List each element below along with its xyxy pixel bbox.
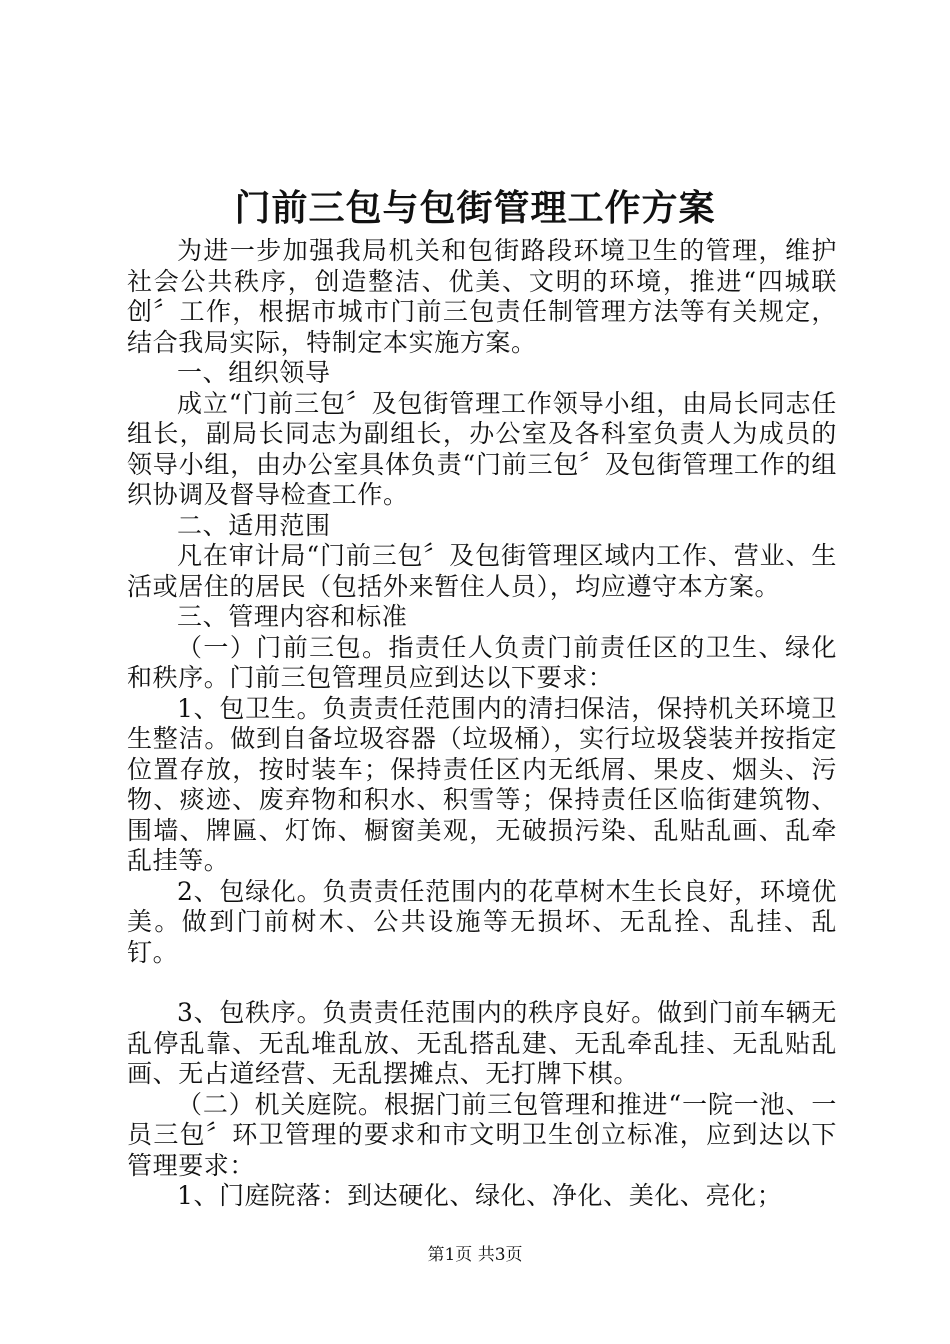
page-number: 第1页 共3页 xyxy=(427,1245,523,1265)
paragraph-subsection-1: （一）门前三包。指责任人负责门前责任区的卫生、绿化和秩序。门前三包管理员应到达以下要求： xyxy=(127,632,837,692)
paragraph-item-courtyard: 1、门庭院落：到达硬化、绿化、净化、美化、亮化； xyxy=(177,1181,783,1210)
section-heading-content: 三、管理内容和标准 xyxy=(177,602,408,631)
document-title: 门前三包与包街管理工作方案 xyxy=(234,187,716,229)
paragraph-item-order: 3、包秩序。负责责任范围内的秩序良好。做到门前车辆无乱停乱靠、无乱堆乱放、无乱搭乱建、无乱牵乱挂、无乱贴乱画、无占道经营、无乱摆摊点、无打牌下棋。 xyxy=(127,998,837,1088)
document-body xyxy=(127,236,837,1212)
paragraph-item-sanitation: 1、包卫生。负责责任范围内的清扫保洁，保持机关环境卫生整洁。做到自备垃圾容器（垃圾桶），实行垃圾袋装并按指定位置存放，按时装车；保持责任区内无纸屑、果皮、烟头、污物、痰迹、废弃物和积水、积雪等；保持责任区临街建筑物、围墙、牌匾、灯饰、橱窗美观，无破损污染、乱贴乱画、乱牵乱挂等。 xyxy=(127,693,837,875)
section-heading-organization: 一、组织领导 xyxy=(177,358,331,387)
blank-line xyxy=(127,968,837,998)
paragraph-scope: 凡在审计局“门前三包〞及包街管理区域内工作、营业、生活或居住的居民（包括外来暂住人员），均应遵守本方案。 xyxy=(127,541,837,601)
paragraph-organization: 成立“门前三包〞及包街管理工作领导小组，由局长同志任组长，副局长同志为副组长，办公室及各科室负责人为成员的领导小组，由办公室具体负责“门前三包〞及包街管理工作的组织协调及督导检查工作。 xyxy=(127,388,837,509)
paragraph-subsection-2: （二）机关庭院。根据门前三包管理和推进“一院一池、一员三包〞环卫管理的要求和市文明卫生创立标准，应到达以下管理要求： xyxy=(127,1089,837,1180)
paragraph-item-greening: 2、包绿化。负责责任范围内的花草树木生长良好，环境优美。做到门前树木、公共设施等无损坏、无乱拴、乱挂、乱钉。 xyxy=(127,876,837,967)
section-heading-scope: 二、适用范围 xyxy=(177,510,331,540)
paragraph-intro: 为进一步加强我局机关和包街路段环境卫生的管理，维护社会公共秩序，创造整洁、优美、文明的环境，推进“四城联创〞工作，根据市城市门前三包责任制管理方法等有关规定，结合我局实际，特制定本实施方案。 xyxy=(127,236,837,357)
